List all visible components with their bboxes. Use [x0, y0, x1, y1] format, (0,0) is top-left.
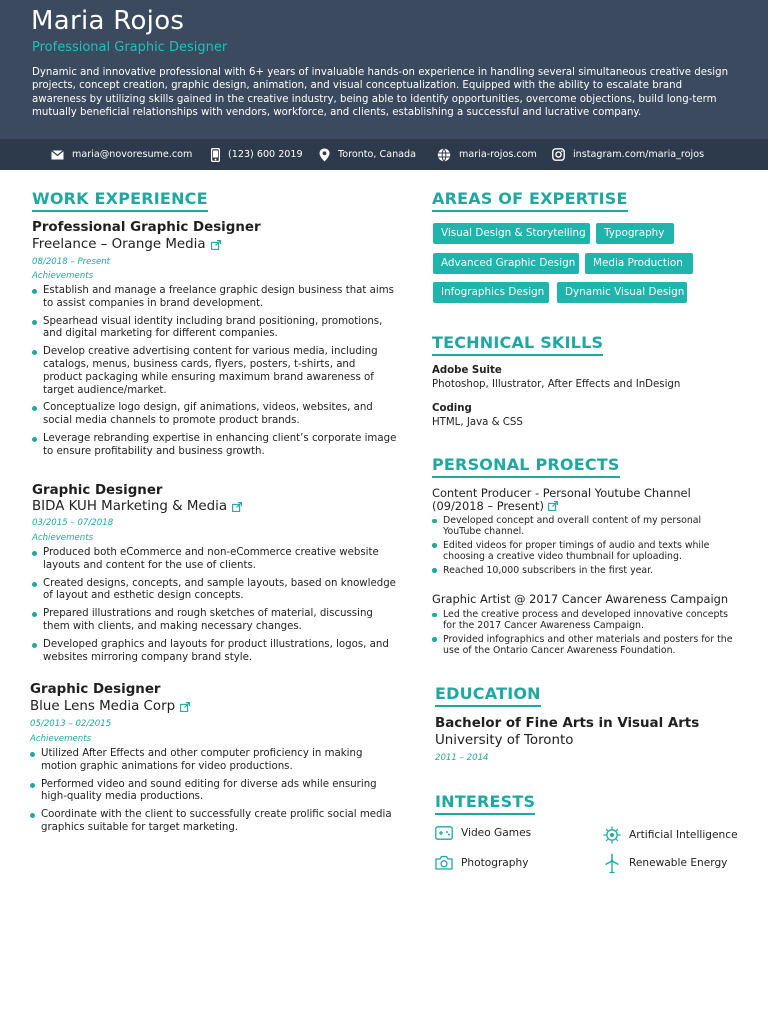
list-item: Spearhead visual identity including brand positioning, promotions, and digital marketing for different companies. [32, 316, 397, 342]
contact-bar [0, 139, 768, 170]
expertise-tag: Typography [596, 223, 674, 244]
camera-icon [435, 855, 453, 870]
list-item: Conceptualize logo design, gif animations, videos, websites, and social media channels to promote product brands. [32, 402, 397, 428]
list-item: Led the creative process and developed innovative concepts for the 2017 Cancer Awareness Campaign. [432, 609, 742, 632]
project-bullets [432, 515, 742, 578]
email-text: maria@novoresume.com [72, 149, 193, 160]
external-link-icon[interactable] [548, 501, 558, 511]
list-item: Developed concept and overall content of my personal YouTube channel. [432, 515, 742, 538]
list-item: Utilized After Effects and other computer proficiency in making motion graphic animations for video productions. [30, 748, 397, 774]
resume-header [0, 0, 768, 139]
contact-location [319, 139, 416, 170]
work-experience-heading: WORK EXPERIENCE [32, 189, 208, 212]
interests-heading: INTERESTS [435, 792, 535, 815]
interest-label: Artificial Intelligence [629, 829, 738, 841]
location-text: Toronto, Canada [338, 149, 417, 160]
candidate-name: Maria Rojos [31, 6, 185, 36]
list-item: Leverage rebranding expertise in enhancing client’s corporate image to ensure profitability and business growth. [32, 433, 397, 459]
interest-item [435, 826, 531, 840]
list-item: Performed video and sound editing for diverse ads while ensuring high-quality media productions. [30, 779, 397, 805]
globe-icon [437, 148, 451, 162]
technical-skills-heading: TECHNICAL SKILLS [432, 333, 603, 356]
job-bullets [32, 285, 397, 464]
contact-phone[interactable] [211, 139, 303, 170]
contact-email[interactable] [51, 139, 192, 170]
education-school: University of Toronto [435, 733, 574, 748]
job-company[interactable] [32, 499, 242, 514]
gamepad-icon [435, 826, 453, 840]
list-item: Reached 10,000 subscribers in the first year. [432, 565, 742, 576]
list-item: Created designs, concepts, and sample layouts, based on knowledge of layout and esthetic design concepts. [32, 578, 397, 604]
location-pin-icon [319, 148, 330, 162]
list-item: Establish and manage a freelance graphic design business that aims to assist companies in brand development. [32, 285, 397, 311]
expertise-tag: Dynamic Visual Design [557, 282, 687, 303]
list-item: Developed graphics and layouts for product illustrations, logos, and websites mirroring company brand style. [32, 639, 397, 665]
envelope-icon [51, 150, 64, 160]
expertise-tag: Advanced Graphic Design [433, 253, 579, 274]
education-dates: 2011 – 2014 [435, 753, 489, 763]
list-item: Develop creative advertising content for various media, including catalogs, menus, business cards, flyers, posters, t-shirts, and product packaging while ensuring maximum brand awareness of target audience/market. [32, 346, 397, 397]
education-degree: Bachelor of Fine Arts in Visual Arts [435, 716, 700, 731]
interest-item [435, 855, 529, 870]
project-bullets [432, 609, 742, 659]
interest-label: Renewable Energy [629, 857, 728, 869]
skill-heading: Adobe Suite [432, 365, 502, 376]
job-company[interactable] [30, 699, 190, 714]
achievements-label: Achievements [32, 271, 94, 281]
job-dates: 03/2015 – 07/2018 [32, 518, 114, 528]
candidate-role: Professional Graphic Designer [32, 40, 228, 55]
achievements-label: Achievements [32, 533, 94, 543]
expertise-tag: Infographics Design [433, 282, 549, 303]
skill-heading: Coding [432, 403, 472, 414]
expertise-tag: Visual Design & Storytelling [433, 223, 590, 244]
external-link-icon [180, 702, 190, 712]
ai-chip-icon [603, 826, 621, 844]
profile-summary: Dynamic and innovative professional with 6+ years of invaluable hands-on experience in handling several simultaneous creative design projects, concept creation, graphic design, animation, and visual conceptualization. Equipped with the ability to escalate brand awareness by utilizing skills gained in the creative industry, being able to identify opportunities, overcome objections, build long-term mutually beneficial relationships with vendors, workforce, and clients, establishing a successful and lucrative company. [32, 67, 729, 119]
skill-text: HTML, Java & CSS [432, 417, 523, 428]
job-title: Graphic Designer [30, 682, 161, 697]
job-bullets [32, 547, 397, 669]
job-bullets [30, 748, 397, 840]
project-title [432, 487, 691, 513]
list-item: Edited videos for proper timings of audio and texts while choosing a creative video thumbnail for uploading. [432, 540, 742, 563]
project-title-line: Content Producer - Personal Youtube Channel [432, 486, 691, 500]
personal-projects-heading: PERSONAL PROECTS [432, 455, 620, 478]
project-title: Graphic Artist @ 2017 Cancer Awareness Campaign [432, 592, 729, 606]
job-company[interactable] [32, 237, 221, 252]
job-title: Professional Graphic Designer [32, 220, 261, 235]
instagram-icon [552, 148, 565, 161]
list-item: Coordinate with the client to successfully create prolific social media graphics suitable for target marketing. [30, 809, 397, 835]
phone-text: (123) 600 2019 [228, 149, 303, 160]
skill-text: Photoshop, Illustrator, After Effects and InDesign [432, 379, 681, 390]
company-name: Blue Lens Media Corp [30, 699, 176, 714]
contact-instagram[interactable] [552, 139, 704, 170]
phone-icon [211, 148, 220, 162]
job-dates: 05/2013 – 02/2015 [30, 719, 112, 729]
expertise-tag: Media Production [585, 253, 693, 274]
external-link-icon [211, 240, 221, 250]
list-item: Produced both eCommerce and non-eCommerce creative website layouts and content for the use of clients. [32, 547, 397, 573]
wind-turbine-icon [603, 853, 621, 873]
list-item: Provided infographics and other materials and posters for the use of the Ontario Cancer Awareness Foundation. [432, 634, 742, 657]
list-item: Prepared illustrations and rough sketches of material, discussing them with clients, and making necessary changes. [32, 608, 397, 634]
project-title-dates: (09/2018 – Present) [432, 499, 544, 513]
interest-item [603, 826, 738, 844]
instagram-text: instagram.com/maria_rojos [573, 149, 705, 160]
website-text: maria-rojos.com [459, 149, 537, 160]
interest-item [603, 853, 727, 873]
job-dates: 08/2018 – Present [32, 257, 111, 267]
education-heading: EDUCATION [435, 684, 541, 707]
company-name: Freelance – Orange Media [32, 237, 206, 252]
interest-label: Video Games [461, 827, 532, 839]
expertise-heading: AREAS OF EXPERTISE [432, 189, 628, 212]
company-name: BIDA KUH Marketing & Media [32, 499, 228, 514]
interest-label: Photography [461, 856, 529, 869]
external-link-icon [232, 502, 242, 512]
achievements-label: Achievements [30, 734, 92, 744]
contact-website[interactable] [437, 139, 537, 170]
job-title: Graphic Designer [32, 483, 163, 498]
